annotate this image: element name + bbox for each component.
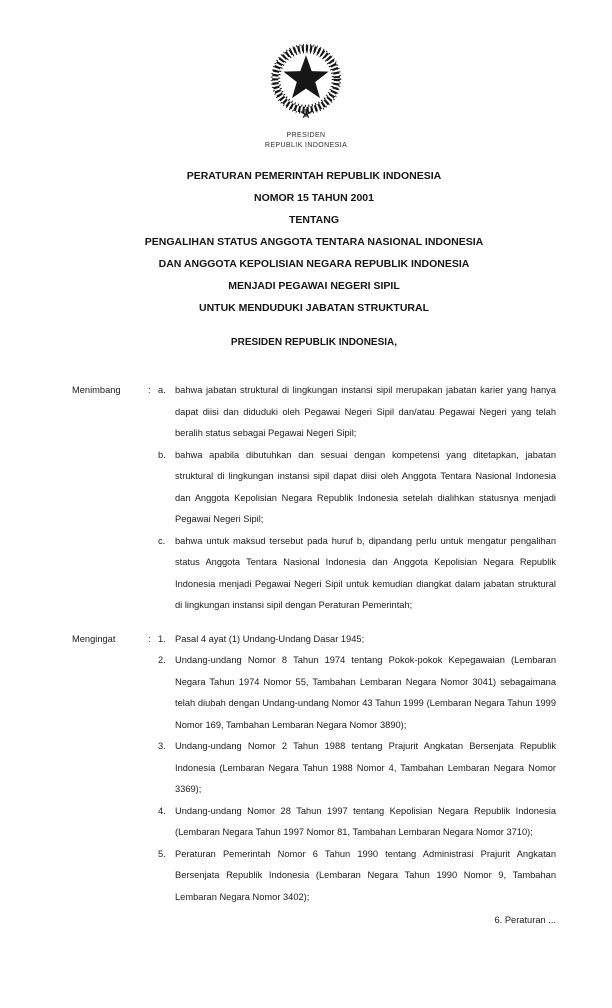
emblem-caption-line1: PRESIDEN — [286, 132, 326, 139]
item-text: Peraturan Pemerintah Nomor 6 Tahun 1990 tentang Administrasi Prajurit Angkatan Bersenjata Republik Indonesia (Lembaran Negara Tahun 1990 Nomor 9, Tambahan Lembaran Negara Nomor 3402); — [175, 848, 556, 902]
item-text: Undang-undang Nomor 2 Tahun 1988 tentang Prajurit Angkatan Bersenjata Republik Indonesia (Lembaran Negara Tahun 1988 Nomor 4, Tambahan Lembaran Negara Nomor 3369); — [175, 741, 556, 794]
emblem-caption-line2: REPUBLIK INDONESIA — [264, 142, 348, 149]
mengingat-item-2 — [158, 650, 556, 736]
catchword: 6. Peraturan ... — [494, 915, 556, 925]
item-marker: a. — [158, 385, 166, 395]
menimbang-item-c — [158, 531, 556, 617]
presidential-emblem — [0, 42, 612, 151]
mengingat-label: Mengingat — [72, 633, 116, 644]
document-title-block — [72, 165, 556, 319]
menimbang-label: Menimbang — [72, 385, 121, 395]
item-marker: 2. — [158, 655, 166, 665]
title-subject-line-3: MENJADI PEGAWAI NEGERI SIPIL — [228, 280, 400, 292]
title-tentang: TENTANG — [289, 214, 339, 226]
item-text: Pasal 4 ayat (1) Undang-Undang Dasar 1945; — [175, 633, 365, 644]
item-text: bahwa jabatan struktural di lingkungan instansi sipil merupakan jabatan karier yang hanya dapat diisi dan diduduki oleh Pegawai Negeri Sipil dan/atau Pegawai Negeri yang telah beralih status sebagai Pegawai Negeri Sipil; — [175, 385, 556, 438]
title-subject-line-2: DAN ANGGOTA KEPOLISIAN NEGARA REPUBLIK INDONESIA — [158, 258, 470, 270]
mengingat-item-3 — [158, 736, 556, 801]
menimbang-section — [72, 380, 556, 617]
item-text: bahwa apabila dibutuhkan dan sesuai dengan kompetensi yang ditetapkan, jabatan struktural di lingkungan instansi sipil dapat diisi oleh Anggota Tentara Nasional Indonesia dan Anggota Kepolisian Negara Republik Indonesia setelah dialihkan statusnya menjadi Pegawai Negeri Sipil; — [175, 449, 556, 524]
item-marker: b. — [158, 449, 166, 460]
mengingat-item-1 — [158, 629, 556, 651]
item-marker: 1. — [158, 633, 166, 644]
mengingat-item-5 — [158, 844, 556, 909]
title-subject-line-1: PENGALIHAN STATUS ANGGOTA TENTARA NASIONAL INDONESIA — [144, 236, 484, 248]
mengingat-item-4 — [158, 801, 556, 844]
item-marker: 3. — [158, 741, 166, 751]
item-marker: 4. — [158, 805, 166, 816]
title-regulation-number: NOMOR 15 TAHUN 2001 — [253, 192, 374, 204]
menimbang-colon: : — [148, 385, 151, 395]
mengingat-section — [72, 629, 556, 909]
mengingat-colon: : — [148, 633, 151, 644]
title-regulation-name: PERATURAN PEMERINTAH REPUBLIK INDONESIA — [186, 170, 442, 182]
menimbang-item-a — [158, 380, 556, 445]
title-subject-line-4: UNTUK MENDUDUKI JABATAN STRUKTURAL — [198, 302, 429, 314]
item-text: bahwa untuk maksud tersebut pada huruf b, dipandang perlu untuk mengatur pengalihan status Anggota Tentara Nasional Indonesia dan Anggota Kepolisian Negara Republik Indonesia menjadi Pegawai Negeri Sipil untuk kemudian diangkat dalam jabatan struktural di lingkungan instansi sipil dengan Peraturan Pemerintah; — [175, 535, 556, 610]
salutation: PRESIDEN REPUBLIK INDONESIA, — [230, 337, 398, 348]
menimbang-item-b — [158, 445, 556, 531]
item-text: Undang-undang Nomor 28 Tahun 1997 tentang Kepolisian Negara Republik Indonesia (Lembaran Negara Tahun 1997 Nomor 81, Tambahan Lembaran Negara Nomor 3710); — [175, 805, 556, 837]
star-wreath-emblem-icon — [262, 42, 350, 123]
item-marker: c. — [158, 535, 166, 546]
item-marker: 5. — [158, 848, 166, 859]
item-text: Undang-undang Nomor 8 Tahun 1974 tentang Pokok-pokok Kepegawaian (Lembaran Negara Tahun 1974 Nomor 55, Tambahan Lembaran Negara Nomor 3041) sebagaimana telah diubah dengan Undang-undang Nomor 43 Tahun 1999 (Lembaran Negara Tahun 1999 Nomor 169, Tambahan Lembaran Negara Nomor 3890); — [175, 655, 556, 730]
